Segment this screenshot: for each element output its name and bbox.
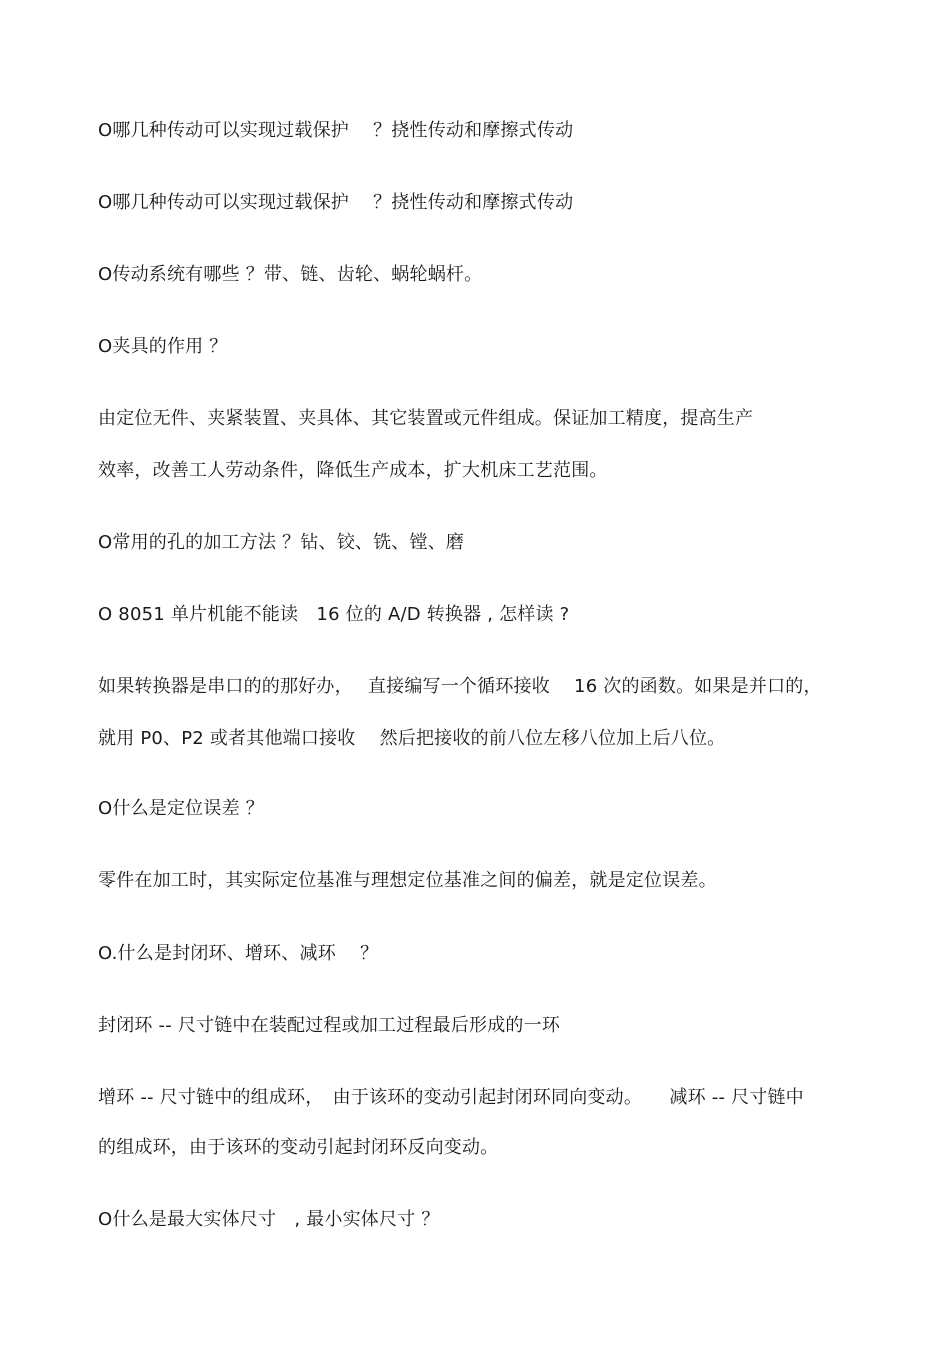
question-overload-protection-repeat: O哪几种传动可以实现过载保护 ？挠性传动和摩擦式传动	[98, 192, 574, 213]
answer-fixture-function-line-1: 由定位无件、夹紧装置、夹具体、其它装置或元件组成。保证加工精度，提高生产	[98, 408, 754, 429]
question-fixture-function: O夹具的作用 ？	[98, 336, 228, 357]
answer-positioning-error: 零件在加工时，其实际定位基准与理想定位基准之间的偏差，就是定位误差。	[98, 870, 717, 891]
answer-8051-adc-line-1: 如果转换器是串口的的那好办， 直接编写一个循环接收 16 次的函数。如果是并口的，	[98, 676, 822, 697]
answer-increase-decrease-loop-line-2: 的组成环，由于该环的变动引起封闭环反向变动。	[98, 1137, 499, 1158]
question-transmission-systems: O传动系统有哪些 ？带、链、齿轮、蜗轮蜗杆。	[98, 264, 483, 285]
answer-8051-adc-line-2: 就用 P0、P2 或者其他端口接收 然后把接收的前八位左移八位加上后八位。	[98, 728, 726, 749]
answer-fixture-function-line-2: 效率，改善工人劳动条件，降低生产成本，扩大机床工艺范围。	[98, 460, 608, 481]
question-closed-loop: O.什么是封闭环、增环、减环 ？	[98, 943, 379, 964]
question-overload-protection: O哪几种传动可以实现过载保护 ？挠性传动和摩擦式传动	[98, 120, 574, 141]
answer-closed-loop: 封闭环 -- 尺寸链中在装配过程或加工过程最后形成的一环	[98, 1015, 561, 1036]
question-8051-adc: O 8051 单片机能不能读 16 位的 A/D 转换器 , 怎样读 ?	[98, 604, 570, 625]
question-positioning-error: O什么是定位误差 ？	[98, 798, 264, 819]
question-material-size: O什么是最大实体尺寸 , 最小实体尺寸 ？	[98, 1209, 440, 1230]
question-hole-processing: O常用的孔的加工方法 ？钻、铰、铣、镗、磨	[98, 532, 465, 553]
answer-increase-decrease-loop-line-1: 增环 -- 尺寸链中的组成环， 由于该环的变动引起封闭环同向变动。 减环 -- 尺寸链中	[98, 1087, 804, 1108]
